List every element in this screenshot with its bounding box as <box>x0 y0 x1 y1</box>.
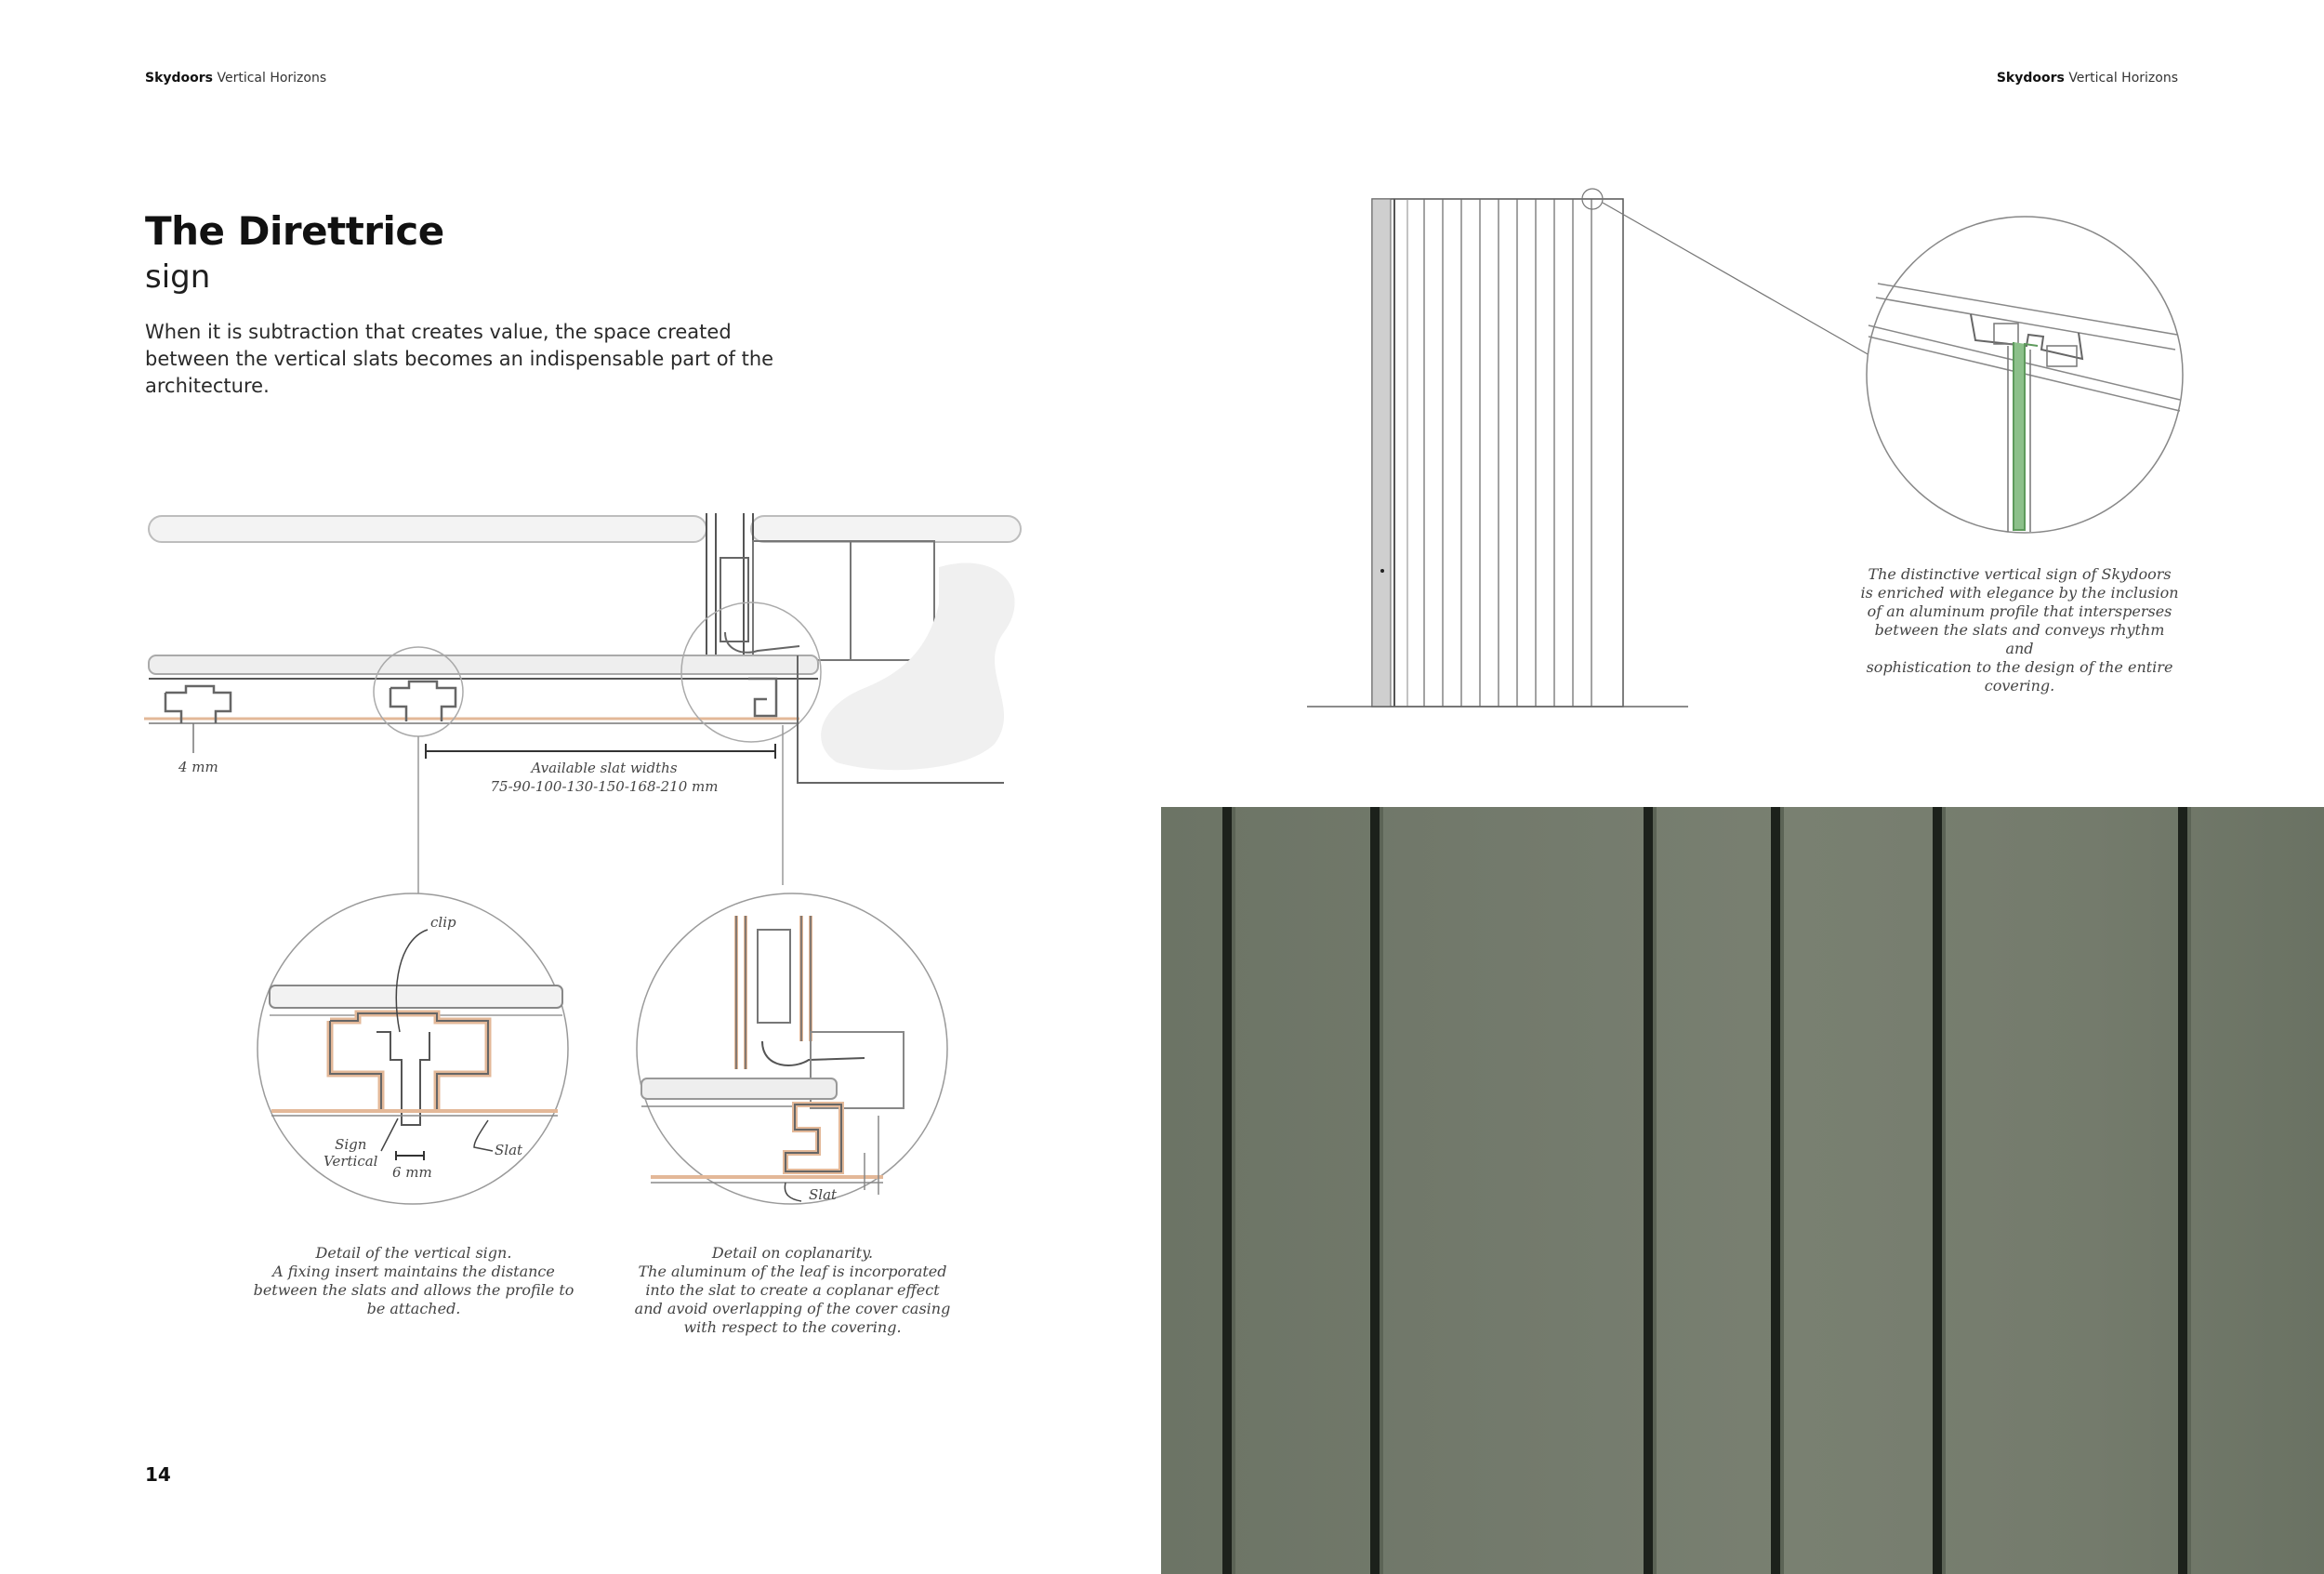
caption-line: of an aluminum profile that intersperses <box>1867 602 2172 620</box>
caption-line: sophistication to the design of the entire <box>1866 658 2173 676</box>
sign-vertical-label <box>324 1136 377 1170</box>
caption-line: between the slats and allows the profile to <box>253 1281 574 1299</box>
header-right-brand: Skydoors <box>1996 71 2065 86</box>
section-drawing <box>0 0 1153 1376</box>
sign-label-line2: Vertical <box>324 1153 378 1170</box>
frame-profile <box>706 513 753 655</box>
header-left-brand: Skydoors <box>145 71 214 86</box>
caption-line: be attached. <box>366 1300 461 1317</box>
header-right <box>1997 71 2178 86</box>
caption-line: with respect to the covering. <box>683 1318 902 1336</box>
page-title: The Direttrice <box>145 208 444 254</box>
slat-label-right: Slat <box>809 1186 838 1203</box>
caption-line: covering. <box>1984 677 2055 694</box>
detail-right-caption <box>632 1244 953 1337</box>
upper-leaf-slab-right <box>751 516 1021 542</box>
profile-middle <box>390 681 456 721</box>
lower-slab <box>149 655 818 674</box>
upper-leaf-slab <box>149 516 706 542</box>
mm-label: 6 mm <box>392 1164 432 1181</box>
widths-label-line2: 75-90-100-130-150-168-210 mm <box>490 778 719 795</box>
header-left-series: Vertical Horizons <box>217 71 327 86</box>
page-subtitle: sign <box>145 258 211 296</box>
slat-gaps <box>1161 807 2324 1574</box>
caption-line: Detail on coplanarity. <box>711 1244 874 1262</box>
sign-label-line1: Sign <box>335 1136 367 1153</box>
caption-line: into the slat to create a coplanar effect <box>645 1281 940 1299</box>
zoom-detail-circle <box>1867 217 2183 533</box>
slat-label-left: Slat <box>495 1142 523 1158</box>
widths-label <box>456 759 753 796</box>
caption-line: The distinctive vertical sign of Skydoors <box>1868 565 2172 583</box>
caption-line: is enriched with elegance by the inclusion <box>1860 584 2179 602</box>
elevation-caption <box>1859 565 2180 695</box>
caption-line: Detail of the vertical sign. <box>315 1244 512 1262</box>
detail-left-caption <box>242 1244 586 1318</box>
caption-line: between the slats and conveys rhythm and <box>1874 621 2165 657</box>
caption-line: and avoid overlapping of the cover casing <box>634 1300 951 1317</box>
page-number: 14 <box>145 1463 171 1486</box>
widths-label-line1: Available slat widths <box>531 760 678 776</box>
callout-leader <box>1603 203 1876 359</box>
door-elevation <box>1372 199 1623 707</box>
detail-circle-right <box>637 893 947 1204</box>
header-right-series: Vertical Horizons <box>2068 71 2178 86</box>
caption-line: A fixing insert maintains the distance <box>272 1263 555 1280</box>
gap-label: 4 mm <box>178 759 218 775</box>
slat-wall-photo <box>1161 807 2324 1574</box>
intro-paragraph: When it is subtraction that creates value, the space created between the vertical slats becomes an indispensable part of the architecture. <box>145 321 774 397</box>
caption-line: The aluminum of the leaf is incorporated <box>638 1263 947 1280</box>
clip-label: clip <box>430 914 456 931</box>
frame-box <box>753 541 851 660</box>
